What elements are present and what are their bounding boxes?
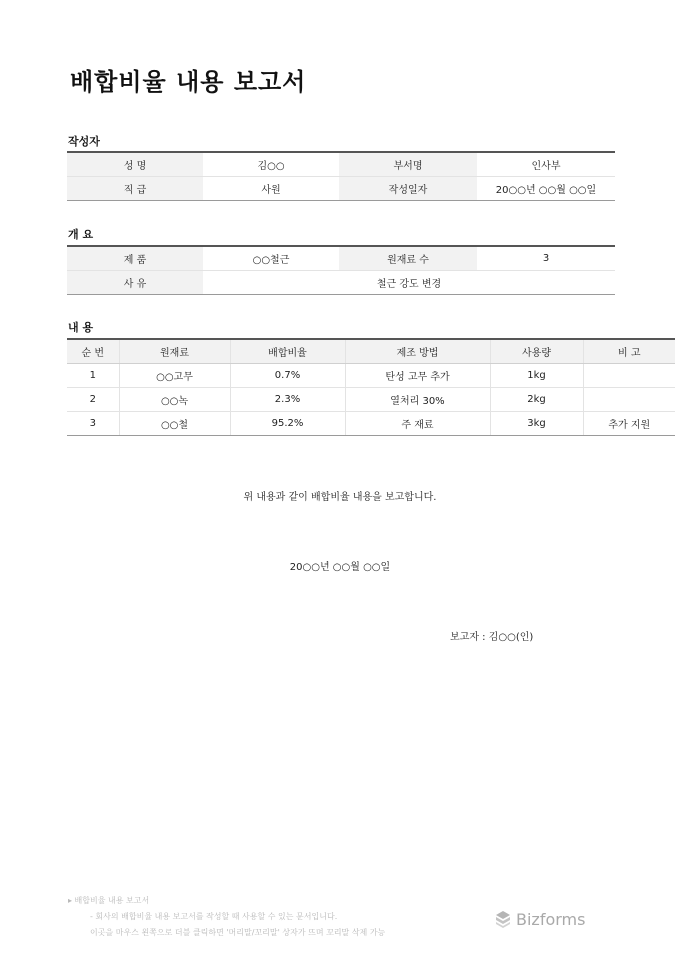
author-table	[67, 151, 615, 201]
bizforms-logo	[494, 908, 585, 930]
column-header-remarks: 비 고	[583, 339, 675, 364]
cell-ratio: 95.2%	[230, 412, 345, 436]
department-label: 부서명	[339, 152, 477, 177]
content-section-label: 내 용	[68, 321, 94, 334]
date-value: 20○○년 ○○월 ○○일	[477, 177, 615, 201]
cell-usage: 3kg	[490, 412, 583, 436]
cell-method: 주 재료	[345, 412, 490, 436]
column-header-ratio: 배합비율	[230, 339, 345, 364]
overview-section-label: 개 요	[68, 228, 94, 241]
cell-remarks	[583, 388, 675, 412]
reporter-signature: 보고자 : 김○○(인)	[450, 632, 534, 643]
column-header-usage: 사용량	[490, 339, 583, 364]
name-label: 성 명	[67, 152, 203, 177]
rank-label: 직 급	[67, 177, 203, 201]
table-row	[67, 364, 675, 388]
footer-hint: 이곳을 마우스 왼쪽으로 더블 클릭하면 '머리말/꼬리말' 상자가 뜨며 꼬리말 삭제 가능	[90, 928, 386, 937]
cell-number: 2	[67, 388, 119, 412]
table-row	[67, 177, 615, 201]
department-value: 인사부	[477, 152, 615, 177]
name-value: 김○○	[203, 152, 339, 177]
date-label: 작성일자	[339, 177, 477, 201]
bizforms-logo-text: Bizforms	[516, 909, 586, 929]
cell-method: 탄성 고무 추가	[345, 364, 490, 388]
cell-usage: 2kg	[490, 388, 583, 412]
table-header-row	[67, 339, 675, 364]
cell-number: 1	[67, 364, 119, 388]
footer-title: ▸ 배합비율 내용 보고서	[68, 896, 150, 905]
report-statement: 위 내용과 같이 배합비율 내용을 보고합니다.	[243, 492, 437, 503]
product-value: ○○철근	[203, 246, 339, 271]
cell-material: ○○녹	[119, 388, 230, 412]
cell-material: ○○철	[119, 412, 230, 436]
column-header-method: 제조 방법	[345, 339, 490, 364]
cell-remarks: 추가 지원	[583, 412, 675, 436]
table-row	[67, 271, 615, 295]
report-date: 20○○년 ○○월 ○○일	[289, 562, 391, 573]
material-count-label: 원재료 수	[339, 246, 477, 271]
reason-label: 사 유	[67, 271, 203, 295]
table-row	[67, 412, 675, 436]
table-row	[67, 388, 675, 412]
cell-ratio: 0.7%	[230, 364, 345, 388]
document-title: 배합비율 내용 보고서	[70, 68, 307, 96]
material-count-value: 3	[477, 246, 615, 271]
column-header-number: 순 번	[67, 339, 119, 364]
cell-ratio: 2.3%	[230, 388, 345, 412]
cell-method: 열처리 30%	[345, 388, 490, 412]
bizforms-logo-icon	[494, 910, 512, 928]
cell-remarks	[583, 364, 675, 388]
cell-material: ○○고무	[119, 364, 230, 388]
rank-value: 사원	[203, 177, 339, 201]
author-section-label: 작성자	[68, 135, 100, 148]
cell-number: 3	[67, 412, 119, 436]
table-row	[67, 152, 615, 177]
column-header-material: 원재료	[119, 339, 230, 364]
product-label: 제 품	[67, 246, 203, 271]
cell-usage: 1kg	[490, 364, 583, 388]
footer-description: - 회사의 배합비율 내용 보고서를 작성할 때 사용할 수 있는 문서입니다.	[90, 912, 338, 921]
table-row	[67, 246, 615, 271]
content-table	[67, 338, 675, 436]
reason-value: 철근 강도 변경	[203, 271, 615, 295]
overview-table	[67, 245, 615, 295]
